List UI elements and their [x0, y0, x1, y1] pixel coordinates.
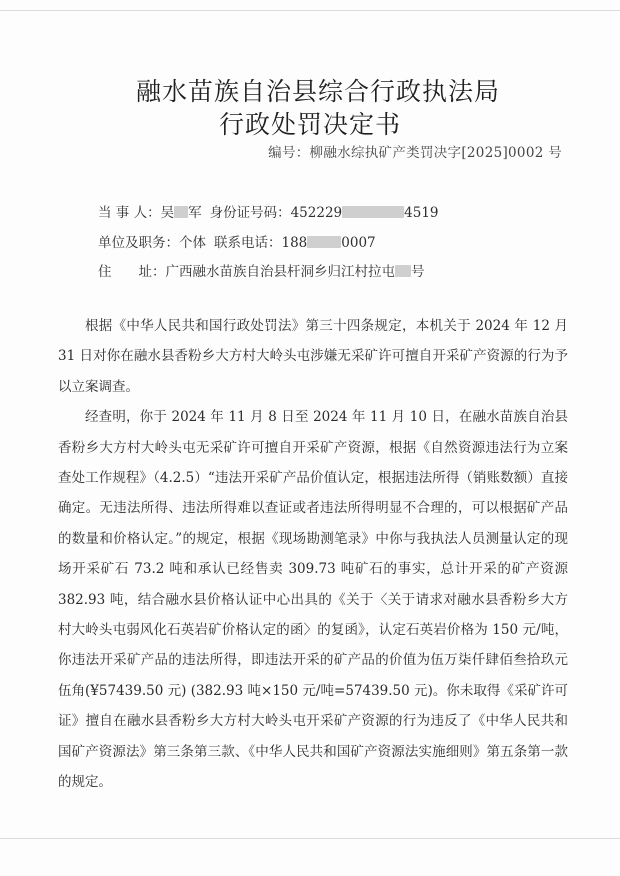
- redaction-mark: [395, 265, 411, 277]
- name-part1: 吴: [160, 205, 175, 221]
- id-suffix: 4519: [404, 205, 439, 221]
- redaction-mark: [342, 206, 404, 218]
- document-title: 行政处罚决定书: [218, 110, 401, 139]
- address-suffix: 号: [411, 264, 425, 280]
- id-label: 身份证号码：: [209, 205, 291, 221]
- phone-prefix: 188: [281, 235, 308, 251]
- party-address-row: [98, 260, 425, 280]
- id-prefix: 452229: [290, 205, 343, 221]
- scan-edge-bottom: [0, 838, 620, 839]
- party-name-row: [98, 201, 439, 221]
- document-body: [58, 311, 568, 798]
- address-value: 广西融水苗族自治县杆洞乡归江村拉屯: [165, 264, 395, 280]
- redaction-mark: [307, 236, 341, 248]
- name-label: 当 事 人：: [98, 205, 161, 221]
- address-label: 住 址：: [98, 264, 166, 280]
- party-unit-row: [98, 231, 376, 251]
- scan-edge-top: [0, 10, 620, 11]
- paragraph-findings: 经查明，你于 2024 年 11 月 8 日至 2024 年 11 月 10 日，在融水苗族自治县香粉乡大方村大岭头屯无采矿许可擅自开采矿产资源，根据《自然资源违法行为立案查处工作规程》（4.2.5）“违法开采矿产品价值认定，根据违法所得（销账数额）直接确定。无违法所得、违法所得难以查证或者违法所得明显不合理的，可以根据矿产品的数量和价格认定。”的规定，根据《现场勘测笔录》中你与我执法人员测量认定的现场开采矿石 73.2 吨和承认已经售卖 309.73 吨矿石的事实，总计开采的矿产资源 382.93 吨，结合融水县价格认证中心出具的《关于〈关于请求对融水县香粉乡大方村大岭头屯弱风化石英岩矿价格认定的函〉的复函》，认定石英岩价格为 150 元/吨，你违法开采矿产品的违法所得，即违法开采的矿产品的价值为伍万柒仟肆佰叁拾玖元伍角(¥57439.50 元) (382.93 吨×150 元/吨=57439.50 元)。你未取得《采矿许可证》擅自在融水县香粉乡大方村大岭头屯开采矿产资源的行为违反了《中华人民共和国矿产资源法》第三条第三款、《中华人民共和国矿产资源法实施细则》第五条第一款的规定。: [58, 409, 568, 791]
- document-number: 编号：柳融水综执矿产类罚决字[2025]0002 号: [268, 145, 562, 161]
- phone-label: 联系电话：: [214, 235, 282, 251]
- name-part2: 军: [188, 205, 202, 221]
- unit-label: 单位及职务：: [98, 235, 179, 251]
- unit-value: 个体: [179, 235, 206, 251]
- phone-suffix: 0007: [341, 235, 376, 251]
- paragraph-case-filing: 根据《中华人民共和国行政处罚法》第三十四条规定，本机关于 2024 年 12 月 31 日对你在融水县香粉乡大方村大岭头屯涉嫌无采矿许可擅自开采矿产资源的行为予以立案调查。: [58, 318, 568, 395]
- redaction-mark: [174, 206, 188, 218]
- agency-title: 融水苗族自治县综合行政执法局: [135, 77, 500, 106]
